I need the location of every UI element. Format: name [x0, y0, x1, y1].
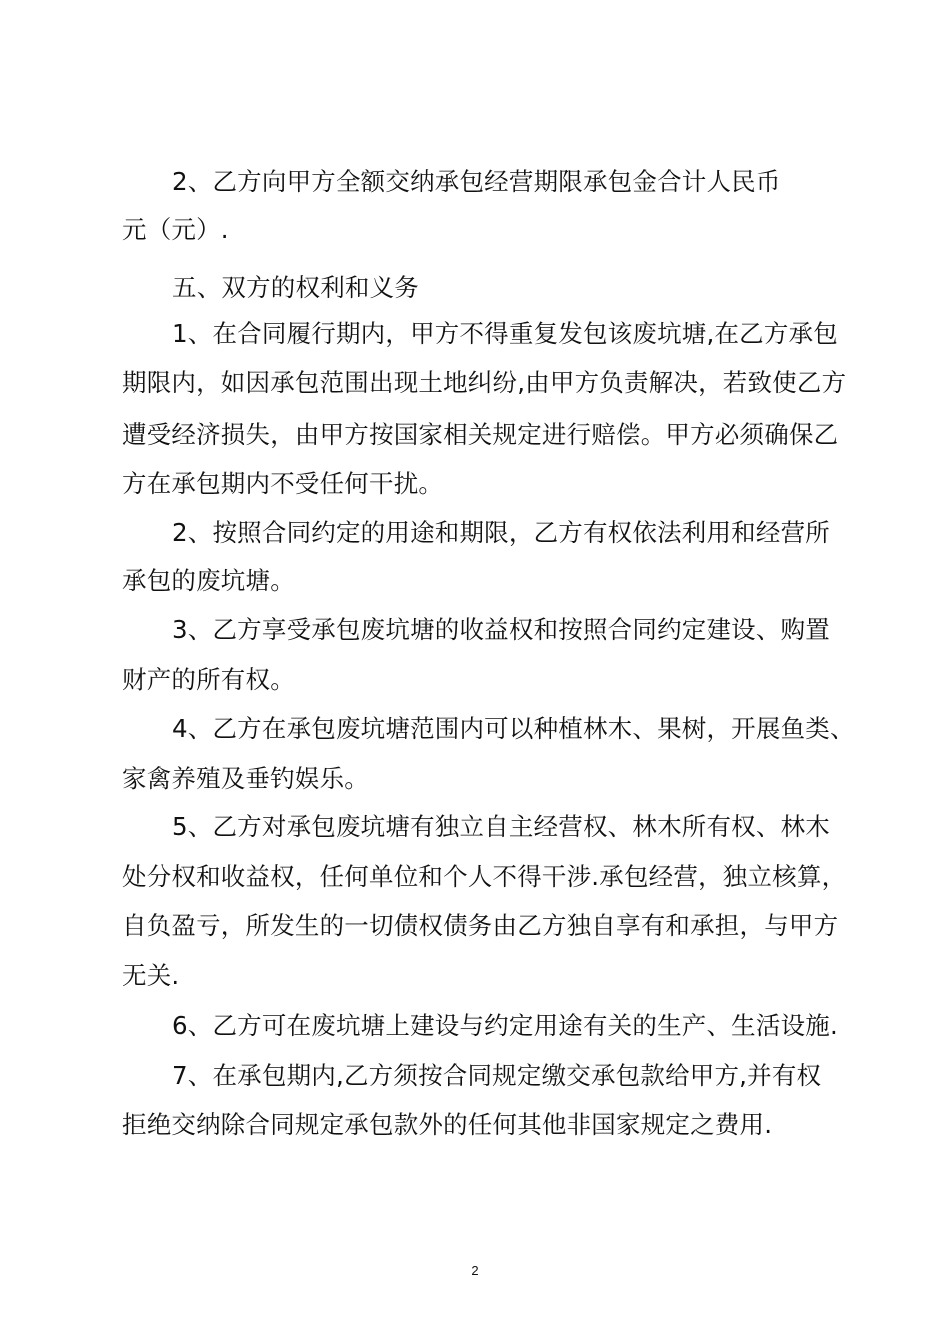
clause-4-line-2: 家禽养殖及垂钓娱乐。	[122, 764, 369, 793]
page-number: 2	[471, 1263, 479, 1278]
paragraph-4-2-line-1: 2、乙方向甲方全额交纳承包经营期限承包金合计人民币	[172, 167, 781, 196]
clause-5-line-2: 处分权和收益权，任何单位和个人不得干涉.承包经营，独立核算，	[122, 862, 847, 891]
paragraph-4-2-line-2: 元（元）.	[122, 215, 229, 244]
clause-1-line-2: 期限内，如因承包范围出现土地纠纷,由甲方负责解决，若致使乙方	[122, 368, 847, 397]
clause-5-line-4: 无关.	[122, 961, 180, 990]
clause-6-line-1: 6、乙方可在废坑塘上建设与约定用途有关的生产、生活设施.	[172, 1011, 838, 1040]
clause-4-line-1: 4、乙方在承包废坑塘范围内可以种植林木、果树，开展鱼类、	[172, 714, 855, 743]
clause-7-line-2: 拒绝交纳除合同规定承包款外的任何其他非国家规定之费用.	[122, 1110, 773, 1139]
clause-5-line-1: 5、乙方对承包废坑塘有独立自主经营权、林木所有权、林木	[172, 812, 830, 841]
clause-3-line-2: 财产的所有权。	[122, 665, 295, 694]
clause-3-line-1: 3、乙方享受承包废坑塘的收益权和按照合同约定建设、购置	[172, 615, 830, 644]
clause-1-line-4: 方在承包期内不受任何干扰。	[122, 469, 444, 498]
clause-2-line-2: 承包的废坑塘。	[122, 566, 295, 595]
section-5-heading: 五、双方的权利和义务	[172, 273, 419, 302]
clause-1-line-3: 遭受经济损失，由甲方按国家相关规定进行赔偿。甲方必须确保乙	[122, 420, 839, 449]
clause-2-line-1: 2、按照合同约定的用途和期限，乙方有权依法利用和经营所	[172, 518, 830, 547]
clause-7-line-1: 7、在承包期内,乙方须按合同规定缴交承包款给甲方,并有权	[172, 1061, 822, 1090]
clause-1-line-1: 1、在合同履行期内，甲方不得重复发包该废坑塘,在乙方承包	[172, 319, 838, 348]
clause-5-line-3: 自负盈亏，所发生的一切债权债务由乙方独自享有和承担，与甲方	[122, 911, 839, 940]
